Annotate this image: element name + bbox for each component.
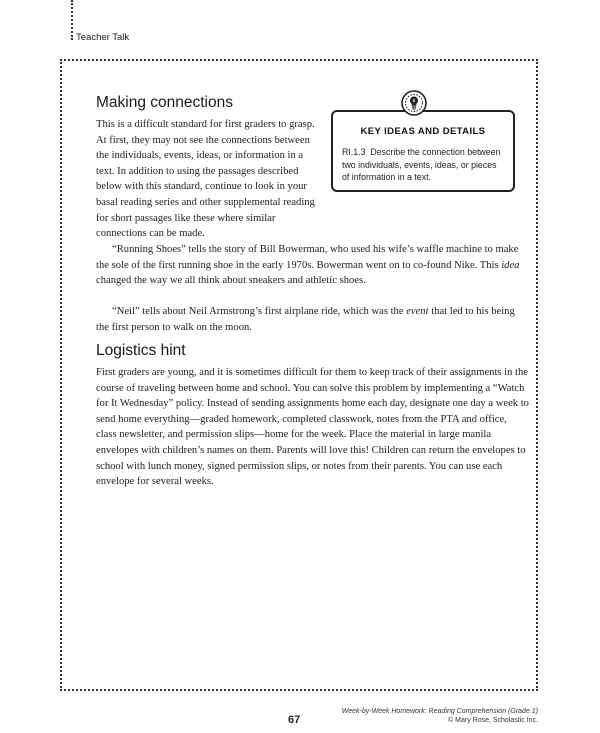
logistics-paragraph: First graders are young, and it is sometimes difficult for them to keep track of their assignments in the course of traveling between home and school. You can solve this problem by implementing a “Watch for It Wednesday” policy. Instead of sending assignments home each day, designate one day a week to send home everything—graded homework, completed classwork, notes from the PTA and office, class newsletter, and permission slips—home for the week. Place the material in large manila envelopes with children’s names on them. Parents will love this! Children can return the envelopes to school with lunch money, signed permission slips, or notes from their parents. You can use each envelope for several weeks. — [96, 367, 529, 488]
standard-callout-box — [331, 110, 515, 192]
copyright: © Mary Rose, Scholastic Inc. — [448, 717, 538, 724]
emphasis-idea: idea — [501, 259, 520, 271]
footer-credit — [342, 707, 538, 725]
callout-body — [342, 146, 502, 184]
lightbulb-key-icon — [401, 90, 427, 116]
emphasis-event: event — [406, 306, 429, 317]
making-connections-heading: Making connections — [96, 94, 233, 111]
logistics-hint-heading: Logistics hint — [96, 342, 186, 359]
neil-paragraph: “Neil” tells about Neil Armstrong’s first airplane ride, which was the event that led to his being the first person to walk on the moon. — [96, 306, 515, 333]
book-title: Week-by-Week Homework: Reading Comprehension (Grade 1) — [341, 708, 538, 715]
page-number: 67 — [288, 714, 301, 726]
callout-title: KEY IDEAS AND DETAILS — [360, 126, 486, 137]
section-label: Teacher Talk — [76, 32, 130, 43]
intro-paragraph: This is a difficult standard for first graders to grasp. At first, they may not see the connections between the individuals, events, ideas, or information in a text. In addition to using the passages described below with this standard, continue to look in your basal reading series and other supplemental reading for short passages like these where similar connections can be made. — [96, 119, 315, 240]
top-dotted-rule — [71, 0, 73, 40]
standard-description: Describe the connection between two individuals, events, ideas, or pieces of information in a text. — [342, 147, 501, 182]
running-shoes-paragraph: “Running Shoes” tells the story of Bill Bowerman, who used his wife’s waffle machine to make the sole of the first running shoe in the early 1970s. Bowerman went on to co-found Nike. This idea changed the way we all think about sneakers and athletic shoes. — [96, 244, 520, 287]
standard-code: RI.1.3 — [342, 147, 366, 157]
